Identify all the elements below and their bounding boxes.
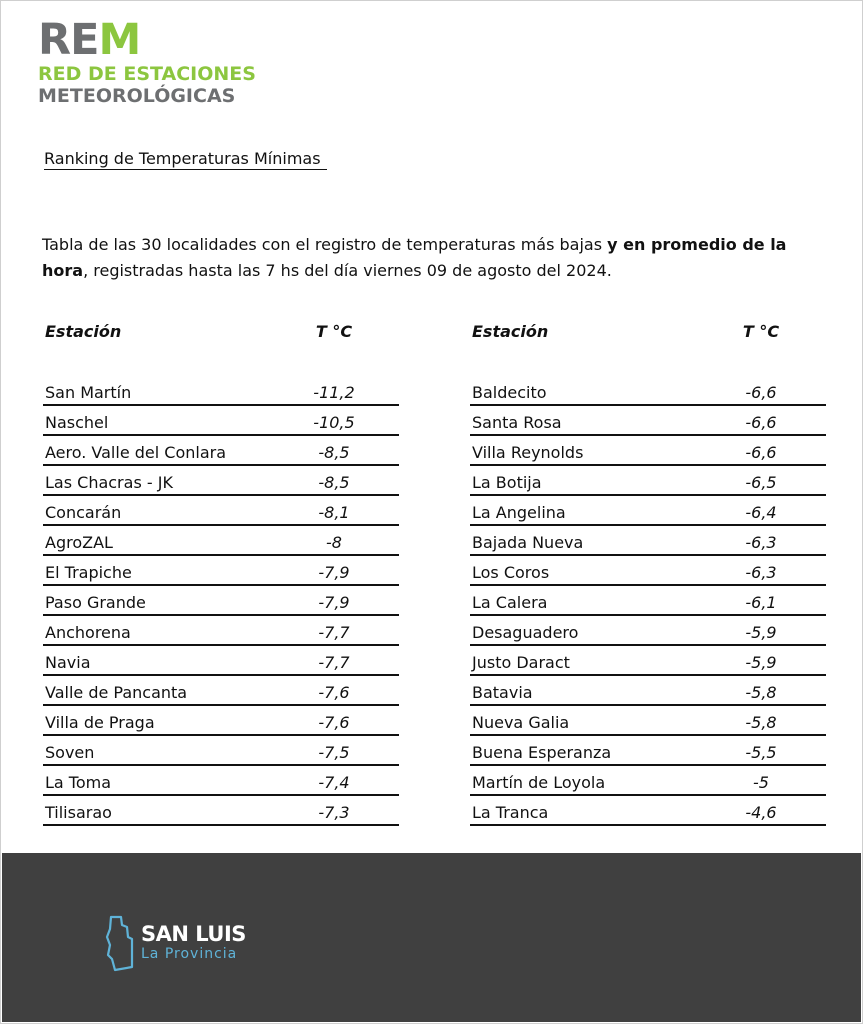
rem-logo-line1: RED DE ESTACIONES	[38, 63, 256, 85]
temperature-value: -7,6	[318, 683, 350, 702]
table-row	[470, 766, 826, 796]
table-row	[470, 796, 826, 826]
header-station: Estación	[45, 322, 122, 341]
station-name: El Trapiche	[45, 563, 132, 582]
header-station: Estación	[472, 322, 549, 341]
table-row	[470, 676, 826, 706]
temperature-value: -7,7	[318, 653, 350, 672]
temperature-value: -7,7	[318, 623, 350, 642]
rem-logo-line2: METEOROLÓGICAS	[38, 85, 236, 107]
rem-logo-mark	[38, 15, 256, 65]
station-name: Navia	[45, 653, 91, 672]
station-name: San Martín	[45, 383, 132, 402]
station-name: Soven	[45, 743, 95, 762]
province-map-icon	[105, 915, 135, 973]
station-name: Nueva Galia	[472, 713, 570, 732]
table-row	[43, 586, 399, 616]
table-row	[43, 406, 399, 436]
brand-subtitle: La Provincia	[141, 946, 238, 962]
table-header	[43, 318, 399, 376]
station-name: Villa Reynolds	[472, 443, 584, 462]
station-name: AgroZAL	[45, 533, 113, 552]
intro-text-bold: y en promedio de la hora	[42, 235, 787, 280]
station-name: Justo Daract	[472, 653, 570, 672]
station-name: La Toma	[45, 773, 112, 792]
station-name: Valle de Pancanta	[45, 683, 188, 702]
table-row	[470, 736, 826, 766]
temperature-value: -6,6	[745, 413, 777, 432]
station-name: Paso Grande	[45, 593, 146, 612]
rem-logo-m: M	[98, 15, 141, 65]
temperature-value: -10,5	[313, 413, 355, 432]
temperature-value: -8,1	[318, 503, 350, 522]
table-row	[43, 796, 399, 826]
brand-name: SAN LUIS	[141, 922, 246, 946]
table-row	[43, 496, 399, 526]
temperature-value: -4,6	[745, 803, 777, 822]
table-header	[470, 318, 826, 376]
temperature-value: -7,9	[318, 563, 350, 582]
intro-paragraph	[42, 232, 832, 284]
table-row	[43, 736, 399, 766]
temperature-value: -5,8	[745, 713, 777, 732]
station-name: Aero. Valle del Conlara	[45, 443, 227, 462]
station-name: Buena Esperanza	[472, 743, 612, 762]
temperature-value: -5,5	[745, 743, 777, 762]
temperature-value: -11,2	[313, 383, 355, 402]
table-row	[43, 376, 399, 406]
table-row	[43, 526, 399, 556]
rem-logo-re: RE	[38, 15, 99, 65]
table-row	[470, 556, 826, 586]
table-row	[43, 706, 399, 736]
temperature-value: -7,3	[318, 803, 350, 822]
station-name: Tilisarao	[45, 803, 112, 822]
temperature-value: -6,3	[745, 563, 777, 582]
table-row	[43, 436, 399, 466]
table-row	[470, 616, 826, 646]
temperature-value: -6,5	[745, 473, 777, 492]
intro-text-2: , registradas hasta las 7 hs del día viernes 09 de agosto del 2024.	[83, 261, 612, 280]
temperature-value: -6,4	[745, 503, 777, 522]
table-row	[470, 466, 826, 496]
station-name: Bajada Nueva	[472, 533, 584, 552]
station-name: Villa de Praga	[45, 713, 155, 732]
station-name: Naschel	[45, 413, 109, 432]
table-row	[470, 406, 826, 436]
station-name: La Botija	[472, 473, 542, 492]
table-row	[470, 706, 826, 736]
temperature-value: -8,5	[318, 473, 350, 492]
header-temp: T °C	[315, 322, 353, 341]
station-name: Los Coros	[472, 563, 550, 582]
station-name: Las Chacras - JK	[45, 473, 173, 492]
table-row	[43, 646, 399, 676]
table-row	[470, 526, 826, 556]
temperature-value: -5	[753, 773, 769, 792]
san-luis-logo	[105, 915, 246, 973]
ranking-table-right	[470, 318, 826, 826]
table-row	[470, 646, 826, 676]
station-name: La Tranca	[472, 803, 549, 822]
header-temp: T °C	[742, 322, 780, 341]
table-row	[43, 766, 399, 796]
temperature-value: -7,4	[318, 773, 350, 792]
temperature-value: -6,6	[745, 443, 777, 462]
station-name: Batavia	[472, 683, 533, 702]
temperature-value: -6,1	[745, 593, 777, 612]
station-name: Baldecito	[472, 383, 547, 402]
table-row	[470, 496, 826, 526]
station-name: Desaguadero	[472, 623, 579, 642]
table-row	[43, 616, 399, 646]
temperature-value: -8	[326, 533, 342, 552]
station-name: La Calera	[472, 593, 548, 612]
station-name: Martín de Loyola	[472, 773, 606, 792]
table-row	[470, 376, 826, 406]
table-row	[43, 676, 399, 706]
table-row	[43, 466, 399, 496]
temperature-value: -6,6	[745, 383, 777, 402]
table-row	[470, 586, 826, 616]
temperature-value: -6,3	[745, 533, 777, 552]
temperature-value: -5,9	[745, 623, 777, 642]
rem-logo	[38, 15, 256, 107]
temperature-value: -7,6	[318, 713, 350, 732]
station-name: La Angelina	[472, 503, 566, 522]
station-name: Santa Rosa	[472, 413, 562, 432]
station-name: Anchorena	[45, 623, 131, 642]
table-row	[470, 436, 826, 466]
table-row	[43, 556, 399, 586]
footer-band	[2, 853, 861, 1022]
page-title: Ranking de Temperaturas Mínimas	[44, 149, 327, 170]
intro-text-1: Tabla de las 30 localidades con el registro de temperaturas más bajas	[42, 235, 608, 254]
temperature-value: -8,5	[318, 443, 350, 462]
temperature-value: -5,8	[745, 683, 777, 702]
temperature-value: -5,9	[745, 653, 777, 672]
station-name: Concarán	[45, 503, 122, 522]
temperature-value: -7,9	[318, 593, 350, 612]
temperature-value: -7,5	[318, 743, 350, 762]
ranking-table-left	[43, 318, 399, 826]
